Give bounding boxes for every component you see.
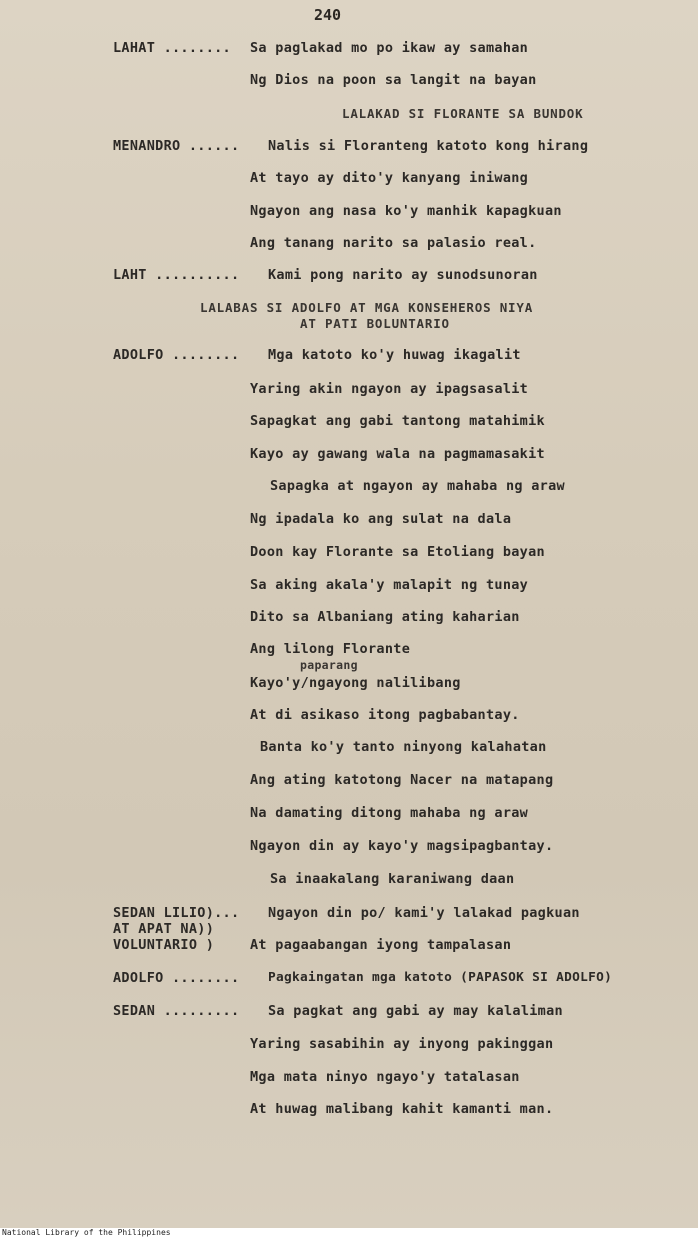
- verse-line: Sapagka at ngayon ay mahaba ng araw: [270, 478, 565, 494]
- verse-line: Banta ko'y tanto ninyong kalahatan: [260, 739, 547, 755]
- speaker-label: MENANDRO ......: [113, 138, 240, 154]
- verse-line: Mga mata ninyo ngayo'y tatalasan: [250, 1069, 520, 1085]
- verse-line: Ang tanang narito sa palasio real.: [250, 235, 537, 251]
- speaker-label: ADOLFO ........: [113, 347, 240, 363]
- verse-line: Kami pong narito ay sunodsunoran: [268, 267, 538, 283]
- speaker-label: LAHAT ........: [113, 40, 231, 56]
- verse-line: Sa pagkat ang gabi ay may kalaliman: [268, 1003, 563, 1019]
- page-number: 240: [314, 6, 342, 24]
- verse-line: Sa aking akala'y malapit ng tunay: [250, 577, 529, 593]
- verse-line: At pagaabangan iyong tampalasan: [250, 937, 512, 953]
- verse-line: Dito sa Albaniang ating kaharian: [250, 609, 520, 625]
- stage-direction: AT PATI BOLUNTARIO: [300, 316, 450, 331]
- verse-line: Ngayon ang nasa ko'y manhik kapagkuan: [250, 203, 562, 219]
- verse-line: Ng ipadala ko ang sulat na dala: [250, 511, 512, 527]
- verse-line: Doon kay Florante sa Etoliang bayan: [250, 544, 545, 560]
- verse-line: Ang lilong Florante: [250, 641, 411, 657]
- stage-direction: LALABAS SI ADOLFO AT MGA KONSEHEROS NIYA: [200, 300, 534, 315]
- speaker-label: SEDAN LILIO)...: [113, 905, 240, 921]
- verse-line: Yaring akin ngayon ay ipagsasalit: [250, 381, 529, 397]
- verse-line: Na damating ditong mahaba ng araw: [250, 805, 529, 821]
- handwritten-insertion: paparang: [300, 658, 358, 672]
- verse-line: Ngayon din ay kayo'y magsipagbantay.: [250, 838, 554, 854]
- verse-line: Kayo'y/ngayong nalilibang: [250, 675, 461, 691]
- verse-line: Nalis si Floranteng katoto kong hirang: [268, 138, 589, 154]
- verse-line: At tayo ay dito'y kanyang iniwang: [250, 170, 529, 186]
- verse-line: Ngayon din po/ kami'y lalakad pagkuan: [268, 905, 580, 921]
- verse-line: Sapagkat ang gabi tantong matahimik: [250, 413, 545, 429]
- speaker-label: ADOLFO ........: [113, 970, 240, 986]
- verse-line: Ang ating katotong Nacer na matapang: [250, 772, 554, 788]
- footer-bar: [0, 1228, 698, 1238]
- verse-line: Ng Dios na poon sa langit na bayan: [250, 72, 537, 88]
- speaker-label: AT APAT NA)): [113, 921, 215, 937]
- verse-line: At huwag malibang kahit kamanti man.: [250, 1101, 554, 1117]
- stage-direction: LALAKAD SI FLORANTE SA BUNDOK: [342, 106, 584, 121]
- verse-line: At di asikaso itong pagbabantay.: [250, 707, 520, 723]
- verse-line: Sa inaakalang karaniwang daan: [270, 871, 515, 887]
- verse-line: Pagkaingatan mga katoto (PAPASOK SI ADOLFO): [268, 970, 613, 985]
- speaker-label: LAHT ..........: [113, 267, 240, 283]
- speaker-label: VOLUNTARIO ): [113, 937, 215, 953]
- verse-line: Yaring sasabihin ay inyong pakinggan: [250, 1036, 554, 1052]
- footer-credit: National Library of the Philippines: [2, 1228, 171, 1237]
- verse-line: Sa paglakad mo po ikaw ay samahan: [250, 40, 529, 56]
- verse-line: Kayo ay gawang wala na pagmamasakit: [250, 446, 545, 462]
- speaker-label: SEDAN .........: [113, 1003, 240, 1019]
- verse-line: Mga katoto ko'y huwag ikagalit: [268, 347, 521, 363]
